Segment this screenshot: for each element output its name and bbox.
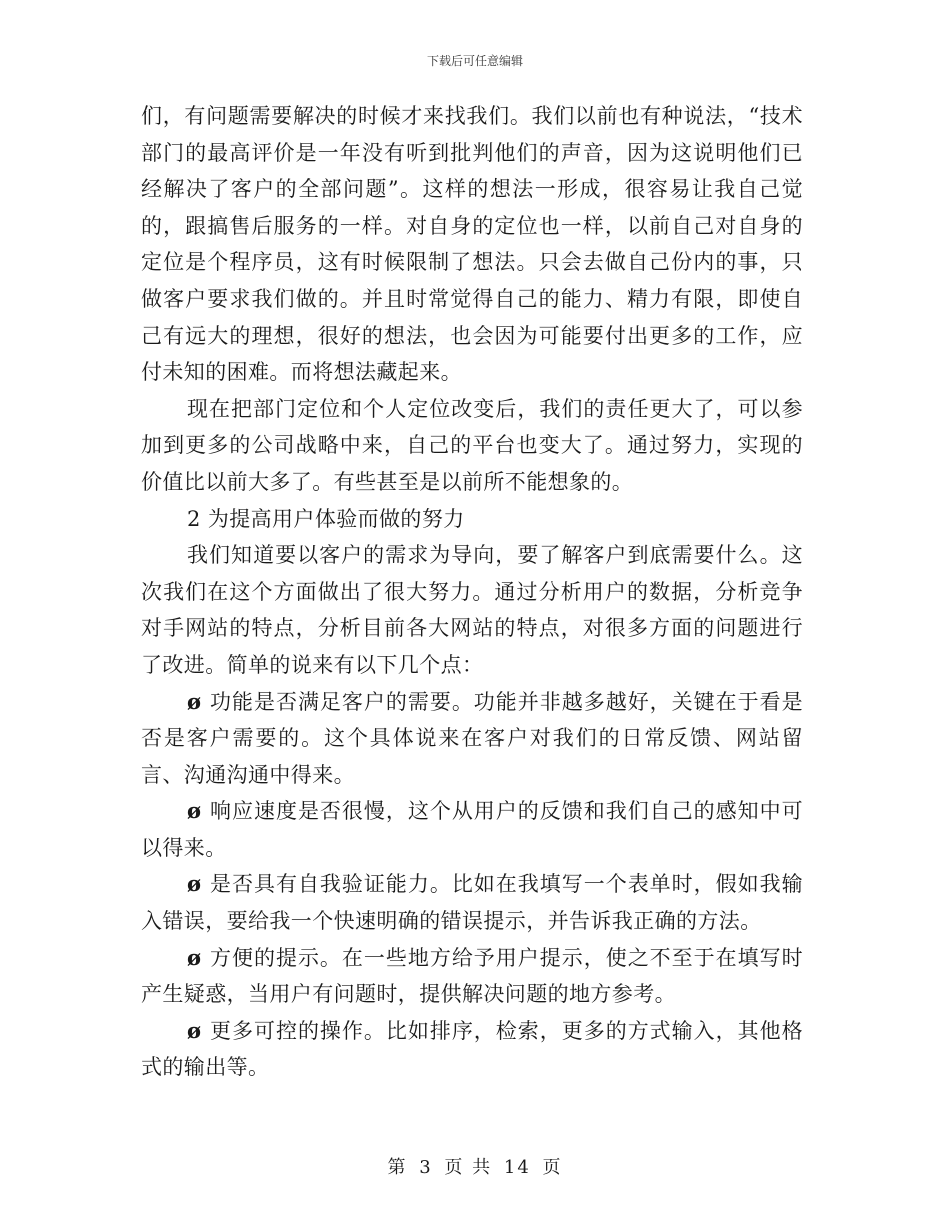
- footer-prefix: 第: [387, 1157, 408, 1178]
- bullet-text: 响应速度是否很慢，这个从用户的反馈和我们自己的感知中可以得来。: [141, 799, 803, 860]
- bullet-item-5: [141, 1013, 803, 1086]
- footer-suffix: 页: [542, 1157, 563, 1178]
- bullet-text: 更多可控的操作。比如排序，检索，更多的方式输入，其他格式的输出等。: [141, 1018, 803, 1080]
- footer-total-pages: 14: [503, 1157, 531, 1178]
- footer-middle: 页 共: [444, 1157, 493, 1178]
- bullet-icon: ø: [187, 871, 202, 897]
- bullet-item-4: [141, 940, 803, 1013]
- bullet-item-1: [141, 684, 803, 794]
- page-header: 下载后可任意编辑: [426, 54, 523, 68]
- section-heading: 2 为提高用户体验而做的努力: [187, 506, 465, 531]
- paragraph-positioning: 现在把部门定位和个人定位改变后，我们的责任更大了，可以参加到更多的公司战略中来，自己的平台也变大了。通过努力，实现的价值比以前大多了。有些甚至是以前所不能想象的。: [141, 396, 803, 494]
- bullet-item-2: [141, 793, 803, 866]
- bullet-text: 是否具有自我验证能力。比如在我填写一个表单时，假如我输入错误，要给我一个快速明确的错误提示，并告诉我正确的方法。: [141, 872, 803, 934]
- bullet-text: 方便的提示。在一些地方给予用户提示，使之不至于在填写时产生疑惑，当用户有问题时，提供解决问题的地方参考。: [141, 945, 803, 1007]
- bullet-icon: ø: [187, 1017, 202, 1043]
- paragraph-continuation: 们，有问题需要解决的时候才来找我们。我们以前也有种说法，“技术部门的最高评价是一年没有听到批判他们的声音，因为这说明他们已经解决了客户的全部问题”。这样的想法一形成，很容易让我自己觉的，跟搞售后服务的一样。对自身的定位也一样，以前自己对自身的定位是个程序员，这有时候限制了想法。只会去做自己份内的事，只做客户要求我们做的。并且时常觉得自己的能力、精力有限，即使自己有远大的理想，很好的想法，也会因为可能要付出更多的工作，应付未知的困难。而将想法藏起来。: [141, 104, 803, 385]
- bullet-icon: ø: [187, 688, 202, 714]
- document-body: [141, 98, 803, 1086]
- bullet-item-3: [141, 866, 803, 939]
- bullet-text: 功能是否满足客户的需要。功能并非越多越好，关键在于看是否是客户需要的。这个具体说来在客户对我们的日常反馈、网站留言、沟通沟通中得来。: [141, 689, 803, 787]
- paragraph-user-experience: 我们知道要以客户的需求为导向，要了解客户到底需要什么。这次我们在这个方面做出了很大努力。通过分析用户的数据，分析竞争对手网站的特点，分析目前各大网站的特点，对很多方面的问题进行了改进。简单的说来有以下几个点：: [141, 543, 803, 677]
- bullet-icon: ø: [187, 944, 202, 970]
- footer-page-number: 3: [419, 1157, 433, 1178]
- bullet-icon: ø: [187, 798, 202, 824]
- page-footer: [0, 1153, 950, 1179]
